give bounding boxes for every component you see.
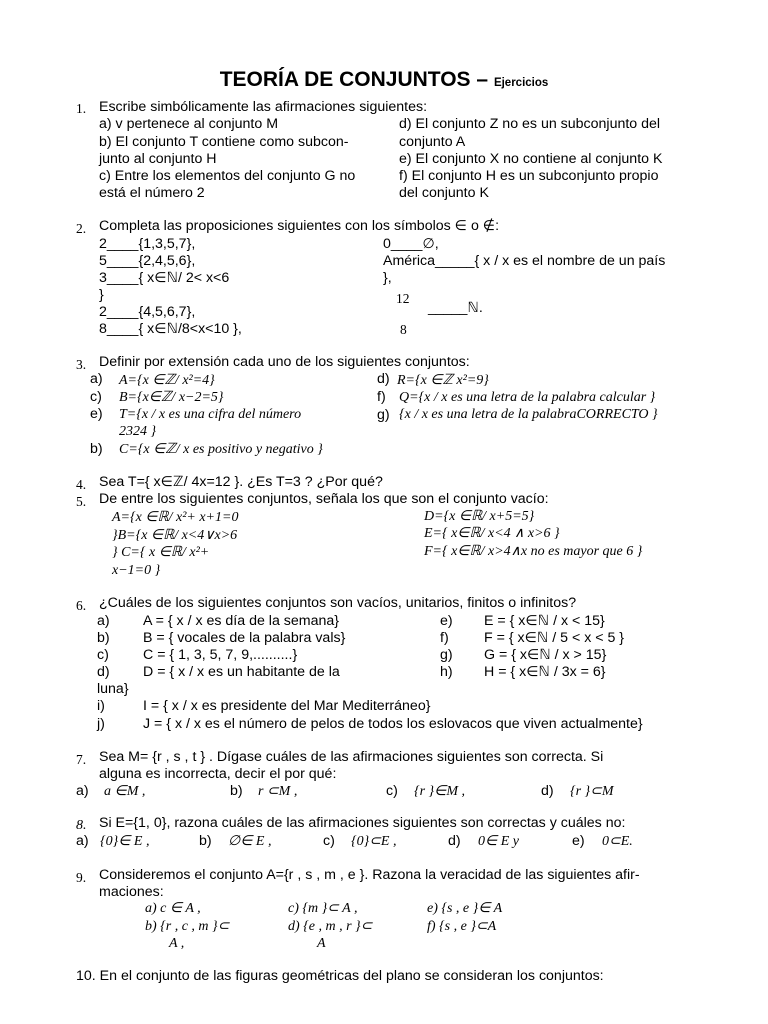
text-line: 5____{2,4,5,6}, (99, 253, 196, 269)
text-line: e) (440, 613, 453, 629)
text-line: T={x / x es una cifra del número (119, 407, 302, 422)
text-line: 6. (76, 598, 87, 613)
text-line: f) (377, 389, 386, 405)
text-line: c) (90, 389, 102, 405)
text-line: E={ x∈ℝ/ x<4 ∧ x>6 } (424, 526, 560, 541)
text-line: F={ x∈ℝ/ x>4∧x no es mayor que 6 } (424, 544, 643, 559)
text-line: }, (383, 270, 392, 286)
text-line: e) {s , e }∈ A (427, 901, 503, 916)
text-line: J = { x / x es el número de pelos de todos los eslovacos que viven actualmente} (143, 716, 643, 732)
text-line: i) (97, 698, 105, 714)
text-line: C={x ∈ℤ/ x es positivo y negativo } (119, 442, 323, 457)
text-line: junto al conjunto H (99, 151, 217, 167)
text-line: F = { x∈ℕ / 5 < x < 5 } (484, 630, 625, 646)
text-line: c) (97, 647, 109, 663)
text-line: h) (440, 664, 453, 680)
text-line: A={x ∈ℤ/ x²=4} (119, 373, 215, 388)
text-line: {r }∈M , (414, 784, 466, 799)
text-line: Escribe simbólicamente las afirmaciones siguientes: (99, 99, 428, 115)
title-subtitle: Ejercicios (493, 77, 549, 89)
text-line: D={x ∈ℝ/ x+5=5} (424, 509, 535, 524)
text-line: B = { vocales de la palabra vals} (143, 630, 346, 646)
text-line: del conjunto K (399, 185, 489, 201)
text-line: {r }⊂M (570, 784, 614, 799)
text-line: Consideremos el conjunto A={r , s , m , e }. Razona la veracidad de las siguientes afir- (99, 867, 640, 883)
text-line: e) (90, 406, 103, 422)
text-line: 2____{1,3,5,7}, (99, 236, 196, 252)
text-line: 2324 } (119, 424, 157, 439)
text-line: a) (76, 833, 89, 849)
text-line: luna} (97, 681, 129, 697)
text-line: 1. (76, 101, 87, 116)
text-line: H = { x∈ℕ / 3x = 6} (484, 664, 606, 680)
text-line: a) (76, 783, 89, 799)
text-line: g) (377, 407, 390, 423)
text-line: 8 (400, 322, 407, 337)
text-line: e) El conjunto X no contiene al conjunto K (399, 151, 663, 167)
text-line: c) (323, 833, 335, 849)
text-line: f) (440, 630, 449, 646)
text-line: g) (440, 647, 453, 663)
text-line: De entre los siguientes conjuntos, señala los que son el conjunto vacío: (99, 491, 549, 507)
text-line: 12 (396, 291, 410, 306)
text-line: G = { x∈ℕ / x > 15} (484, 647, 607, 663)
text-line: d) {e , m , r }⊂ (288, 919, 373, 934)
text-line: 5. (76, 494, 87, 509)
text-line: A = { x / x es día de la semana} (143, 613, 339, 629)
text-line: 9. (76, 870, 87, 885)
text-line: b) (90, 441, 103, 457)
text-line: 3. (76, 357, 87, 372)
text-line: a ∈M , (104, 784, 146, 799)
text-line: A={x ∈ℝ/ x²+ x+1=0 (112, 510, 239, 525)
text-line: j) (97, 716, 105, 732)
text-line: E = { x∈ℕ / x < 15} (484, 613, 605, 629)
text-line: a) (90, 371, 103, 387)
text-line: I = { x / x es presidente del Mar Mediterráneo} (143, 698, 431, 714)
text-line: b) (199, 833, 212, 849)
title-main: TEORÍA DE CONJUNTOS (219, 68, 471, 91)
text-line: R={x ∈ℤ x²=9} (397, 373, 489, 388)
text-line: {0}∈ E , (100, 834, 150, 849)
text-line: e) (572, 833, 585, 849)
text-line: Definir por extensión cada uno de los siguientes conjuntos: (99, 354, 470, 370)
text-line: } (99, 287, 104, 303)
text-line: 4. (76, 477, 87, 492)
text-line: está el número 2 (99, 185, 205, 201)
text-line: 3____{ x∈ℕ/ 2< x<6 (99, 270, 230, 286)
text-line: 2____{4,5,6,7}, (99, 304, 196, 320)
text-line: b) {r , c , m }⊂ (145, 919, 230, 934)
text-line: 0____∅, (383, 236, 439, 252)
text-line: a) c ∈ A , (145, 901, 201, 916)
text-line: f) {s , e }⊂A (427, 919, 497, 934)
text-line: c) Entre los elementos del conjunto G no (99, 168, 356, 184)
page-title (0, 68, 768, 92)
text-line: Sea M= {r , s , t } . Dígase cuáles de las afirmaciones siguientes son correcta. Si (99, 749, 604, 765)
text-line: 7. (76, 752, 87, 767)
text-line: } C={ x ∈ℝ/ x²+ (112, 545, 210, 560)
text-line: maciones: (99, 884, 164, 900)
text-line: Si E={1, 0}, razona cuáles de las afirmaciones siguientes son correctas y cuáles no: (99, 815, 626, 831)
text-line: d) El conjunto Z no es un subconjunto del (399, 116, 661, 132)
text-line: alguna es incorrecta, decir el por qué: (99, 766, 337, 782)
text-line: c) (386, 783, 398, 799)
text-line: d) (97, 664, 110, 680)
text-line: ¿Cuáles de los siguientes conjuntos son vacíos, unitarios, finitos o infinitos? (99, 595, 577, 611)
text-line: 0⊂E. (602, 834, 633, 849)
text-line: 0∈ E y (478, 834, 519, 849)
text-line: 8____{ x∈ℕ/8<x<10 }, (99, 321, 242, 337)
text-line: ∅∈ E , (228, 834, 272, 849)
text-line: c) {m }⊂ A , (288, 901, 358, 916)
text-line: 8. (76, 818, 87, 833)
title-dash: – (470, 68, 494, 91)
text-line: d) (448, 833, 461, 849)
text-line: A (317, 936, 326, 951)
text-line: _____ℕ. (428, 300, 483, 316)
text-line: x−1=0 } (112, 563, 161, 578)
text-line: América_____{ x / x es el nombre de un país (383, 253, 666, 269)
text-line: 10. En el conjunto de las figuras geométricas del plano se consideran los conjuntos: (76, 968, 604, 984)
text-line: d) (377, 371, 390, 387)
text-line: b) (230, 783, 243, 799)
text-line: 2. (76, 221, 87, 236)
text-line: D = { x / x es un habitante de la (143, 664, 340, 680)
text-line: r ⊂M , (258, 784, 298, 799)
text-line: {x / x es una letra de la palabraCORRECTO } (399, 407, 658, 422)
text-line: Q={x / x es una letra de la palabra calcular } (399, 390, 656, 405)
text-line: b) (97, 630, 110, 646)
text-line: A , (169, 936, 185, 951)
text-line: C = { 1, 3, 5, 7, 9,..........} (143, 647, 298, 663)
text-line: d) (541, 783, 554, 799)
text-line: b) El conjunto T contiene como subcon- (99, 134, 349, 150)
text-line: }B={x ∈ℝ/ x<4∨x>6 (112, 528, 238, 543)
text-line: f) El conjunto H es un subconjunto propio (399, 168, 659, 184)
text-line: conjunto A (399, 134, 466, 150)
text-line: a) v pertenece al conjunto M (99, 116, 279, 132)
text-line: {0}⊂E , (351, 834, 397, 849)
text-line: Completa las proposiciones siguientes con los símbolos ∈ o ∉: (99, 218, 500, 234)
text-line: a) (97, 613, 110, 629)
text-line: Sea T={ x∈ℤ/ 4x=12 }. ¿Es T=3 ? ¿Por qué? (99, 474, 383, 490)
text-line: B={x∈ℤ/ x−2=5} (119, 390, 224, 405)
